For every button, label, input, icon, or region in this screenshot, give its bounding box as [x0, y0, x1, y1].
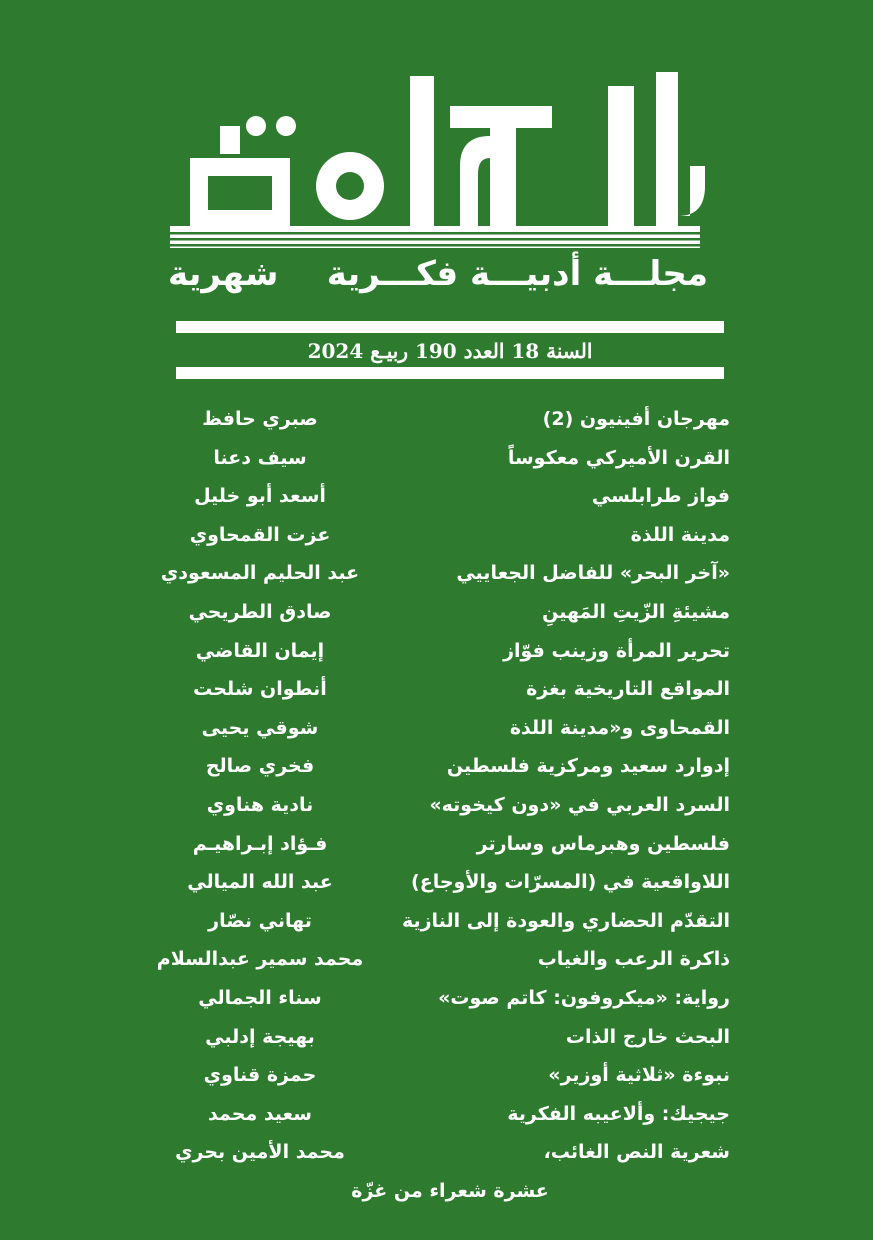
toc-title: فلسطين وهبرماس وسارتر	[476, 832, 730, 855]
toc-title: البحث خارج الذات	[565, 1025, 730, 1048]
toc-entry	[130, 1095, 740, 1134]
toc-author: صبري حافظ	[202, 408, 318, 430]
table-of-contents	[130, 400, 740, 1172]
toc-entry	[130, 1018, 740, 1057]
toc-entry	[130, 979, 740, 1018]
toc-author: فـؤاد إبـراهيـم	[192, 832, 328, 855]
toc-entry	[130, 863, 740, 902]
toc-entry	[130, 632, 740, 671]
magazine-logo	[160, 66, 720, 256]
toc-title: مشيئةِ الزّيتِ المَهينِ	[542, 600, 730, 623]
toc-author: سيف دعنا	[213, 446, 307, 469]
toc-author: فخري صالح	[205, 755, 315, 778]
toc-title: التقدّم الحضاري والعودة إلى النازية	[401, 909, 730, 932]
toc-entry	[130, 1133, 740, 1172]
masthead-subtitle	[160, 250, 720, 298]
toc-author: نادية هناوي	[206, 793, 314, 816]
subtitle-literary-magazine: مجلـــة أدبيـــة فكـــرية	[326, 254, 708, 294]
toc-title: شعرية النص الغائب،	[543, 1141, 730, 1164]
subtitle-monthly: شهرية	[168, 254, 279, 294]
toc-entry	[130, 400, 740, 439]
toc-author: تهاني نصّار	[208, 909, 312, 932]
toc-author: أسعد أبو خليل	[194, 485, 326, 508]
toc-title: السرد العربي في «دون كيخوته»	[429, 793, 730, 816]
toc-author: شوقي يحيى	[201, 716, 319, 739]
poets-from-gaza: عشرة شعراء من غزّة	[351, 1180, 549, 1202]
bottom-rule	[176, 367, 724, 379]
toc-title: اللاواقعية في (المسرّات والأوجاع)	[411, 871, 730, 894]
toc-author: بهيجة إدلبي	[205, 1025, 315, 1048]
toc-entry	[130, 593, 740, 632]
toc-author: عبد الله الميالي	[187, 871, 333, 894]
toc-author: سعيد محمد	[208, 1102, 312, 1125]
top-rule	[176, 321, 724, 333]
toc-title: تحرير المرأة وزينب فوّاز	[503, 639, 730, 662]
toc-author: عزت القمحاوي	[189, 523, 331, 546]
toc-entry	[130, 786, 740, 825]
issue-info: السنة 18 العدد 190 ربيـع 2024	[307, 339, 593, 363]
toc-entry	[130, 747, 740, 786]
toc-author: إيمان القاضي	[195, 639, 325, 662]
toc-title: ذاكرة الرعب والغياب	[537, 948, 730, 971]
toc-title: فواز طرابلسي	[591, 485, 730, 508]
toc-entry	[130, 439, 740, 478]
toc-author: صادق الطريحي	[188, 600, 332, 623]
toc-title: نبوءة «ثلاثية أوزير»	[548, 1064, 730, 1087]
toc-author: محمد سمير عبدالسلام	[156, 948, 364, 971]
toc-title: إدوارد سعيد ومركزية فلسطين	[446, 755, 730, 778]
toc-entry	[130, 825, 740, 864]
toc-entry	[130, 477, 740, 516]
toc-title: جيجيك: وألاعيبه الفكرية	[507, 1102, 730, 1125]
toc-author: سناء الجمالي	[198, 986, 322, 1009]
toc-title: مهرجان أفينيون (2)	[542, 408, 730, 430]
toc-author: حمزة قناوي	[203, 1064, 317, 1087]
toc-title: القمحاوى و«مدينة اللذة	[509, 716, 730, 739]
toc-entry	[130, 709, 740, 748]
toc-title: «آخر البحر» للفاضل الجعاييي	[456, 562, 730, 585]
toc-entry	[130, 670, 740, 709]
toc-author: أنطوان شلحت	[193, 678, 327, 701]
toc-title: المواقع التاريخية بغزة	[526, 678, 730, 701]
toc-author: محمد الأمين بحري	[175, 1141, 345, 1164]
toc-title: مدينة اللذة	[630, 523, 730, 546]
toc-entry	[130, 554, 740, 593]
toc-title: رواية: «ميكروفون: كاتم صوت»	[438, 986, 730, 1009]
toc-entry	[130, 940, 740, 979]
toc-entry	[130, 516, 740, 555]
toc-title: القرن الأميركي معكوساً	[507, 446, 730, 469]
toc-entry	[130, 1056, 740, 1095]
toc-entry	[130, 902, 740, 941]
toc-author: عبد الحليم المسعودي	[160, 562, 360, 585]
